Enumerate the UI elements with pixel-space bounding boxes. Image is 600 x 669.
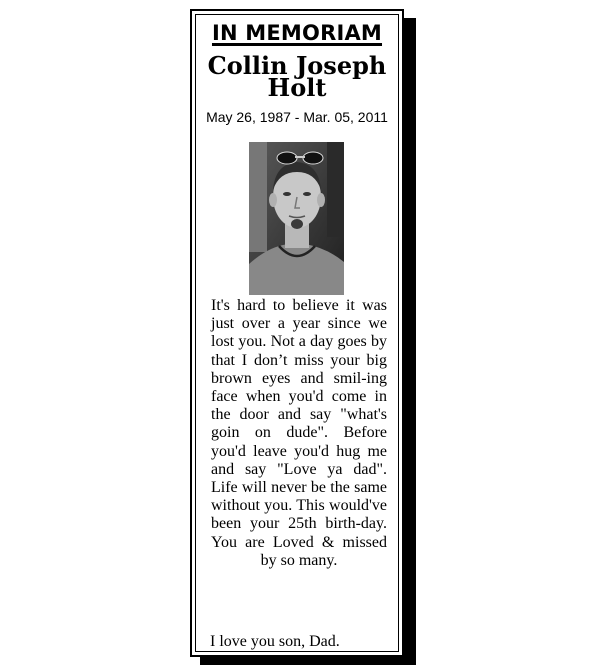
signoff-line: I love you son, Dad. (210, 633, 340, 650)
name-line-2: Holt (267, 73, 327, 102)
portrait-photo-image (249, 142, 344, 295)
life-dates: May 26, 1987 - Mar. 05, 2011 (206, 109, 388, 125)
notice-heading (192, 21, 402, 45)
memorial-notice (190, 9, 404, 657)
name-line-1: Collin Joseph (207, 51, 387, 80)
heading-text: IN MEMORIAM (211, 21, 383, 45)
deceased-name (192, 51, 402, 102)
portrait-photo (249, 142, 344, 295)
memorial-message: It's hard to believe it was just over a year since we lost you. Not a day goes by that I don’t miss your big brown eyes and smil-ing face when you'd come in the door and say "what's goin on dude". Before you'd leave you'd hug me and say "Love ya dad". Life will never be the same without you. This would've been your 25th birth-day. You are Loved & missed by so many. (211, 297, 387, 569)
